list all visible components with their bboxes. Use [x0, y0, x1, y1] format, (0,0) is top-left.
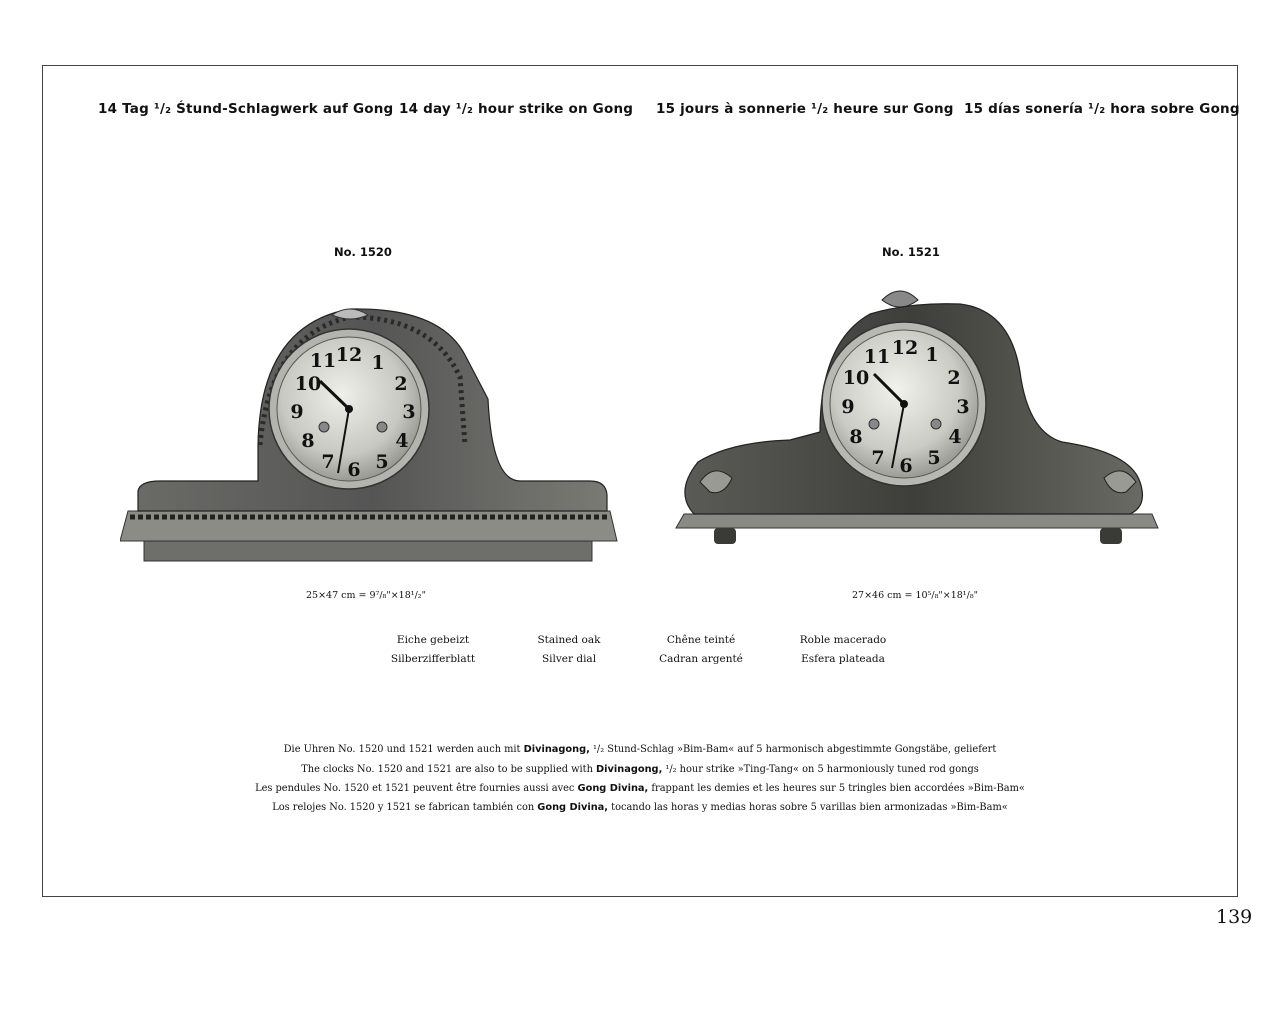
clock-1520-numeral-8: 8: [301, 430, 315, 452]
clock-1521-numeral-7: 7: [871, 447, 885, 469]
note-spanish: [0, 802, 1280, 813]
note-spanish-post: tocando las horas y medias horas sobre 5 varillas bien armonizadas »Bim-Bam«: [608, 802, 1008, 813]
clock-1520-numeral-4: 4: [395, 430, 409, 452]
clock-1521-numeral-2: 2: [947, 367, 961, 389]
material-dial-es: Esfera plateada: [801, 653, 885, 665]
material-dial-fr: Cadran argenté: [659, 653, 743, 665]
header-english: 14 day ¹/₂ hour strike on Gong: [399, 101, 634, 117]
clock-1520-numeral-10: 10: [294, 373, 322, 395]
clock-1520-numeral-6: 6: [347, 459, 361, 481]
material-finish-en: Stained oak: [537, 634, 601, 646]
material-dial-de: Silberzifferblatt: [390, 653, 476, 665]
clock-1520-numeral-7: 7: [321, 451, 335, 473]
material-finish-es: Roble macerado: [799, 634, 887, 646]
note-german-bold: Divinagong,: [523, 744, 590, 755]
clock-1520-numeral-2: 2: [394, 373, 408, 395]
clock-1521-numeral-1: 1: [925, 344, 939, 366]
note-german: [0, 744, 1280, 755]
note-french-pre: Les pendules No. 1520 et 1521 peuvent être fournies aussi avec: [255, 783, 578, 794]
note-french-bold: Gong Divina,: [577, 783, 649, 794]
clock-1521-numeral-3: 3: [956, 396, 970, 418]
material-finish-fr: Chêne teinté: [666, 634, 736, 646]
clock-1521-numeral-12: 12: [891, 337, 919, 359]
page-number: 139: [1216, 906, 1253, 928]
note-spanish-bold: Gong Divina,: [537, 802, 609, 813]
header-french: 15 jours à sonnerie ¹/₂ heure sur Gong: [656, 101, 954, 117]
model-number-1520: No. 1520: [334, 245, 392, 259]
clock-1520-numeral-3: 3: [402, 401, 416, 423]
clock-1520-numeral-12: 12: [335, 344, 363, 366]
clock-1520-numeral-1: 1: [371, 352, 385, 374]
clock-1521-numeral-6: 6: [899, 455, 913, 477]
clock-1520-numeral-5: 5: [375, 451, 389, 473]
clock-1520-illustration: [120, 295, 630, 585]
note-french-post: frappant les demies et les heures sur 5 tringles bien accordées »Bim-Bam«: [648, 783, 1025, 794]
clock-1521-dimensions: 27×46 cm = 10⁵/₈"×18¹/₈": [852, 590, 978, 601]
note-spanish-pre: Los relojes No. 1520 y 1521 se fabrican también con: [272, 802, 538, 813]
material-dial-en: Silver dial: [541, 653, 597, 665]
clock-1521-numeral-5: 5: [927, 447, 941, 469]
clock-1521-illustration: [670, 282, 1170, 582]
clock-1520-numeral-9: 9: [290, 401, 304, 423]
note-english: [0, 764, 1280, 775]
clock-1521-numeral-8: 8: [849, 426, 863, 448]
note-german-post: ¹/₂ Stund-Schlag »Bim-Bam« auf 5 harmonisch abgestimmte Gongstäbe, geliefert: [589, 744, 997, 755]
clock-1520-dimensions: 25×47 cm = 9⁷/₈"×18¹/₂": [306, 590, 426, 601]
note-german-pre: Die Uhren No. 1520 und 1521 werden auch mit: [283, 744, 524, 755]
clock-1520-numeral-11: 11: [309, 350, 337, 372]
model-number-1521: No. 1521: [882, 245, 940, 259]
header-spanish: 15 días sonería ¹/₂ hora sobre Gong: [964, 101, 1240, 117]
note-english-bold: Divinagong,: [596, 764, 663, 775]
note-english-pre: The clocks No. 1520 and 1521 are also to be supplied with: [301, 764, 597, 775]
clock-1521-numeral-4: 4: [948, 426, 962, 448]
header-german: 14 Tag ¹/₂ Śtund-Schlagwerk auf Gong: [98, 101, 394, 117]
note-french: [0, 783, 1280, 794]
clock-1521-numeral-9: 9: [841, 396, 855, 418]
note-english-post: ¹/₂ hour strike »Ting-Tang« on 5 harmoniously tuned rod gongs: [662, 764, 979, 775]
clock-1521-numeral-11: 11: [863, 346, 891, 368]
clock-1521-numeral-10: 10: [842, 367, 870, 389]
material-finish-de: Eiche gebeizt: [396, 634, 470, 646]
